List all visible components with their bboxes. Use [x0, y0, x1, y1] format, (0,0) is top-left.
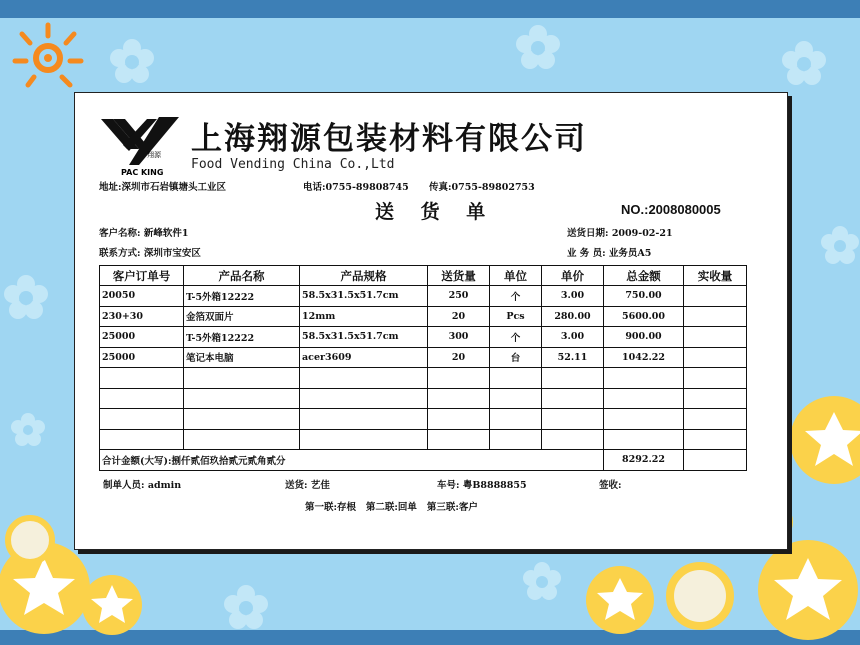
cell-received [684, 429, 747, 450]
maker: 制单人员: admin [103, 480, 182, 491]
cell-product-name: 金箔双面片 [184, 306, 300, 327]
header-spec: 产品规格 [300, 266, 428, 286]
cell-amount [604, 388, 684, 409]
cell-order-no [100, 409, 184, 430]
cell-received [684, 368, 747, 389]
star-icon [790, 396, 860, 484]
cell-received [684, 306, 747, 327]
flower-icon [516, 25, 560, 69]
cell-unit [490, 368, 542, 389]
cell-unit-price: 3.00 [542, 286, 604, 307]
sun-icon [15, 25, 81, 85]
cell-order-no: 20050 [100, 286, 184, 307]
flower-icon [4, 275, 48, 319]
header-unit: 单位 [490, 266, 542, 286]
header-quantity: 送货量 [428, 266, 490, 286]
cell-spec: 58.5x31.5x51.7cm [300, 327, 428, 348]
cell-amount: 900.00 [604, 327, 684, 348]
copies-note: 第一联:存根 第二联:回单 第三联:客户 [305, 502, 478, 513]
cell-received [684, 388, 747, 409]
cell-order-no: 25000 [100, 347, 184, 368]
flower-icon [110, 39, 154, 83]
cell-amount [604, 368, 684, 389]
cell-unit-price [542, 409, 604, 430]
company-fax: 传真:0755-89802753 [429, 182, 535, 193]
table-row [100, 327, 747, 348]
total-empty-cell [684, 450, 747, 471]
delivery-note-document [74, 92, 788, 550]
vehicle-number: 车号: 粤B8888855 [437, 480, 527, 491]
table-row [100, 409, 747, 430]
cell-product-name [184, 409, 300, 430]
cell-unit-price: 280.00 [542, 306, 604, 327]
customer-name: 客户名称: 新峰软件1 [99, 228, 189, 239]
cell-product-name: 笔记本电脑 [184, 347, 300, 368]
salesman: 业 务 员: 业务员A5 [567, 248, 652, 259]
header-order-no: 客户订单号 [100, 266, 184, 286]
table-row [100, 388, 747, 409]
sign-for: 签收: [599, 480, 622, 491]
document-number: NO.:2008080005 [621, 202, 721, 217]
cell-order-no: 25000 [100, 327, 184, 348]
table-header-row [100, 266, 747, 286]
total-amount-value: 8292.22 [604, 450, 684, 471]
company-address: 地址:深圳市石岩镇塘头工业区 [99, 182, 227, 193]
header-product-name: 产品名称 [184, 266, 300, 286]
cell-spec [300, 409, 428, 430]
cell-unit-price [542, 368, 604, 389]
cell-quantity: 300 [428, 327, 490, 348]
ring-icon [8, 518, 52, 562]
cell-quantity [428, 368, 490, 389]
star-icon [82, 575, 142, 635]
cell-product-name [184, 388, 300, 409]
cell-amount: 5600.00 [604, 306, 684, 327]
flower-icon [11, 413, 45, 446]
flower-icon [782, 41, 826, 85]
cell-unit-price [542, 429, 604, 450]
deliverer: 送货: 艺佳 [285, 480, 330, 491]
cell-amount [604, 409, 684, 430]
cell-spec: 58.5x31.5x51.7cm [300, 286, 428, 307]
cell-quantity [428, 388, 490, 409]
cell-spec [300, 388, 428, 409]
cell-quantity [428, 409, 490, 430]
header-unit-price: 单价 [542, 266, 604, 286]
table-row [100, 286, 747, 307]
cell-spec: 12mm [300, 306, 428, 327]
cell-received [684, 286, 747, 307]
cell-product-name: T-5外箱12222 [184, 286, 300, 307]
table-row [100, 306, 747, 327]
cell-received [684, 327, 747, 348]
ring-icon [670, 566, 730, 626]
table-row [100, 429, 747, 450]
cell-unit [490, 409, 542, 430]
cell-spec [300, 429, 428, 450]
cell-order-no [100, 368, 184, 389]
cell-order-no [100, 429, 184, 450]
cell-spec: acer3609 [300, 347, 428, 368]
table-row [100, 368, 747, 389]
cell-quantity [428, 429, 490, 450]
cell-unit-price [542, 388, 604, 409]
cell-quantity: 20 [428, 347, 490, 368]
company-name-cn: 上海翔源包装材料有限公司 [191, 121, 587, 157]
cell-unit-price: 3.00 [542, 327, 604, 348]
cell-quantity: 250 [428, 286, 490, 307]
flower-icon [821, 226, 859, 264]
delivery-date: 送货日期: 2009-02-21 [567, 228, 673, 239]
flower-icon [523, 562, 561, 600]
flower-icon [224, 585, 268, 629]
table-row [100, 347, 747, 368]
logo-text-cn: 翔源 [147, 151, 161, 159]
cell-order-no [100, 388, 184, 409]
cell-order-no: 230+30 [100, 306, 184, 327]
cell-unit [490, 429, 542, 450]
cell-unit: 台 [490, 347, 542, 368]
company-name-en: Food Vending China Co.,Ltd [191, 157, 395, 172]
logo-text-en: PAC KING [121, 168, 164, 177]
cell-received [684, 347, 747, 368]
cell-received [684, 409, 747, 430]
company-logo [99, 113, 183, 179]
contact-info: 联系方式: 深圳市宝安区 [99, 248, 201, 259]
cell-amount: 1042.22 [604, 347, 684, 368]
star-icon [758, 540, 858, 640]
cell-spec [300, 368, 428, 389]
cell-quantity: 20 [428, 306, 490, 327]
header-received: 实收量 [684, 266, 747, 286]
cell-unit: Pcs [490, 306, 542, 327]
cell-unit-price: 52.11 [542, 347, 604, 368]
total-row [100, 450, 747, 471]
document-title: 送 货 单 [375, 201, 496, 223]
items-table [99, 265, 747, 471]
cell-unit: 个 [490, 327, 542, 348]
cell-amount [604, 429, 684, 450]
company-phone: 电话:0755-89808745 [303, 182, 409, 193]
cell-product-name [184, 429, 300, 450]
total-amount-words: 合计金额(大写):捌仟贰佰玖拾贰元贰角贰分 [100, 450, 604, 471]
cell-unit [490, 388, 542, 409]
cell-amount: 750.00 [604, 286, 684, 307]
cell-product-name [184, 368, 300, 389]
cell-unit: 个 [490, 286, 542, 307]
star-icon [586, 566, 654, 634]
header-amount: 总金额 [604, 266, 684, 286]
cell-product-name: T-5外箱12222 [184, 327, 300, 348]
